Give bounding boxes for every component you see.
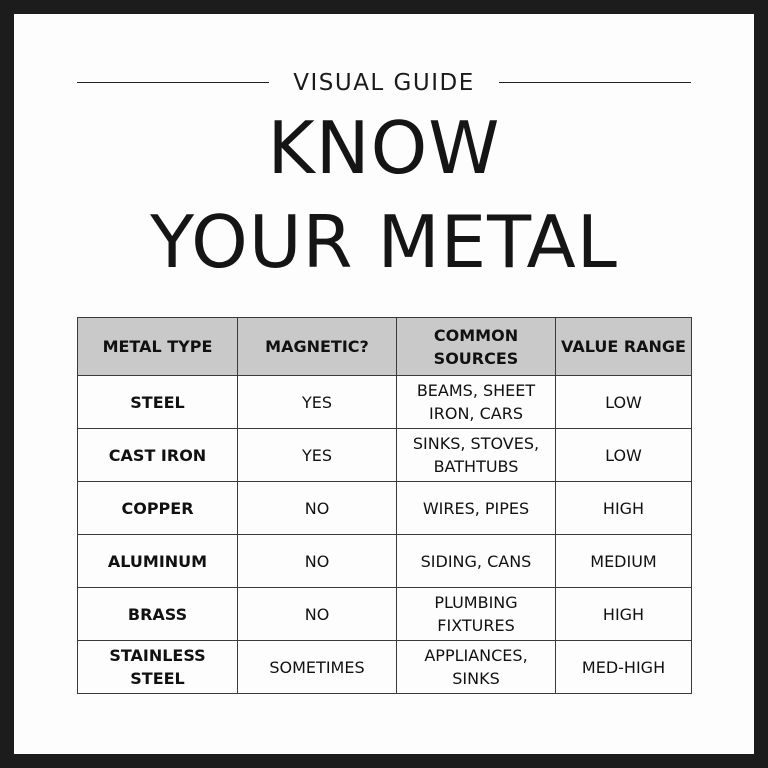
value-range-cell: MED-HIGH bbox=[556, 641, 692, 694]
metal-type-cell: CAST IRON bbox=[78, 429, 238, 482]
sources-cell: SIDING, CANS bbox=[397, 535, 556, 588]
sources-cell: SINKS, STOVES, BATHTUBS bbox=[397, 429, 556, 482]
metal-type-cell: STAINLESS STEEL bbox=[78, 641, 238, 694]
metal-type-cell: COPPER bbox=[78, 482, 238, 535]
table-row bbox=[78, 641, 692, 694]
column-header-magnetic: MAGNETIC? bbox=[238, 318, 397, 376]
sources-cell: APPLIANCES, SINKS bbox=[397, 641, 556, 694]
magnetic-cell: YES bbox=[238, 429, 397, 482]
value-range-cell: HIGH bbox=[556, 588, 692, 641]
magnetic-cell: YES bbox=[238, 376, 397, 429]
table-row bbox=[78, 482, 692, 535]
table-row bbox=[78, 588, 692, 641]
table-row bbox=[78, 535, 692, 588]
magnetic-cell: SOMETIMES bbox=[238, 641, 397, 694]
title-line-2: YOUR METAL bbox=[150, 200, 618, 284]
table-row bbox=[78, 376, 692, 429]
magnetic-cell: NO bbox=[238, 482, 397, 535]
sources-cell: WIRES, PIPES bbox=[397, 482, 556, 535]
divider-left bbox=[77, 82, 269, 83]
eyebrow-label: VISUAL GUIDE bbox=[293, 70, 475, 96]
magnetic-cell: NO bbox=[238, 588, 397, 641]
table-header-row bbox=[78, 318, 692, 376]
metal-type-cell: ALUMINUM bbox=[78, 535, 238, 588]
divider-right bbox=[499, 82, 691, 83]
title-line-1: KNOW bbox=[267, 106, 501, 190]
value-range-cell: LOW bbox=[556, 429, 692, 482]
column-header-metal-type: METAL TYPE bbox=[78, 318, 238, 376]
magnetic-cell: NO bbox=[238, 535, 397, 588]
eyebrow bbox=[14, 64, 754, 102]
column-header-value-range: VALUE RANGE bbox=[556, 318, 692, 376]
value-range-cell: LOW bbox=[556, 376, 692, 429]
sources-cell: BEAMS, SHEET IRON, CARS bbox=[397, 376, 556, 429]
column-header-common-sources: COMMON SOURCES bbox=[397, 318, 556, 376]
metal-type-cell: BRASS bbox=[78, 588, 238, 641]
value-range-cell: HIGH bbox=[556, 482, 692, 535]
guide-card bbox=[14, 14, 754, 754]
sources-cell: PLUMBING FIXTURES bbox=[397, 588, 556, 641]
metal-table bbox=[77, 317, 692, 694]
metal-type-cell: STEEL bbox=[78, 376, 238, 429]
value-range-cell: MEDIUM bbox=[556, 535, 692, 588]
table-row bbox=[78, 429, 692, 482]
